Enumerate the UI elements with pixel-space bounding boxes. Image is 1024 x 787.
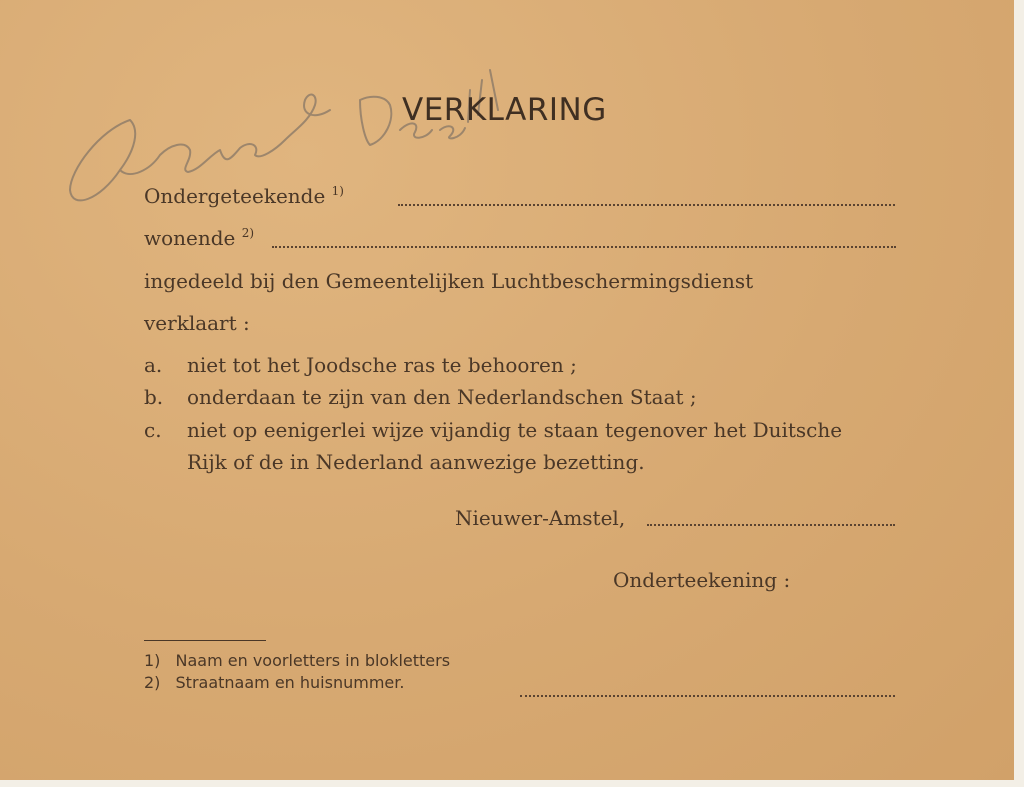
item-c-text: niet op eenigerlei wijze vijandig te staan tegenover het Duitsche <box>187 418 843 442</box>
footnote-1-ref: 1) <box>144 651 161 670</box>
footnote-2-ref: 2) <box>144 673 161 692</box>
footnote-1-text: Naam en voorletters in blokletters <box>175 651 451 670</box>
item-a-marker: a. <box>144 353 163 377</box>
item-c-marker: c. <box>144 418 162 442</box>
wonende-text: wonende <box>144 226 236 250</box>
ondergeteekende-text: Ondergeteekende <box>144 184 326 208</box>
signature-field[interactable] <box>520 695 895 697</box>
ondergeteekende-footnote-ref: 1) <box>331 184 344 198</box>
place-label: Nieuwer-Amstel, <box>455 506 626 530</box>
verklaart-text: verklaart : <box>144 311 250 335</box>
intro-text: ingedeeld bij den Gemeentelijken Luchtbeschermingsdienst <box>144 269 754 293</box>
footnote-2-text: Straatnaam en huisnummer. <box>175 673 405 692</box>
signature-label: Onderteekening : <box>613 568 791 592</box>
footnote-rule <box>144 640 266 641</box>
item-c-continuation: Rijk of de in Nederland aanwezige bezetting. <box>187 450 645 474</box>
footnote-2 <box>144 673 404 692</box>
ondergeteekende-field[interactable] <box>398 204 895 206</box>
wonende-footnote-ref: 2) <box>241 226 255 240</box>
item-b-text: onderdaan te zijn van den Nederlandschen Staat ; <box>187 385 697 409</box>
wonende-field[interactable] <box>272 246 896 248</box>
footnote-1 <box>144 651 450 670</box>
ondergeteekende-label <box>144 184 344 208</box>
item-a-text: niet tot het Joodsche ras te behooren ; <box>187 353 577 377</box>
wonende-label <box>144 226 254 250</box>
document-title: VERKLARING <box>402 92 607 128</box>
item-b-marker: b. <box>144 385 164 409</box>
date-field[interactable] <box>647 524 895 526</box>
